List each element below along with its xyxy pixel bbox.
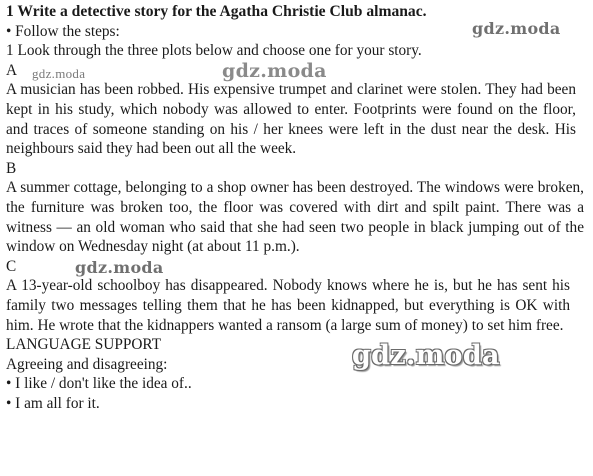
steps-intro: • Follow the steps: <box>6 22 120 40</box>
language-support-heading: LANGUAGE SUPPORT <box>6 336 162 354</box>
step-1: 1 Look through the three plots below and choose one for your story. <box>6 42 422 60</box>
plot-c-text: A 13-year-old schoolboy has disappeared. Nobody knows where he is, but he has sent his family two messages telling them that he has been kidnapped, but everything is OK with him. He wrote that the kidnappers wanted a ransom (a large sum of money) to set him free. <box>6 277 570 334</box>
bullet-item: • I like / don't like the idea of.. <box>6 375 192 393</box>
watermark: gdz.moda <box>352 340 500 371</box>
plot-a-text: A musician has been robbed. His expensive trumpet and clarinet were stolen. They had been kept in his study, which nobody was allowed to enter. Footprints were found on the floor, and traces of someone standing on his / her knees were left in the dust near the desk. His neighbours said they had been out all the week. <box>6 81 576 158</box>
watermark: gdz.moda <box>222 60 327 82</box>
watermark: gdz.moda <box>75 258 164 277</box>
agreeing-subheading: Agreeing and disagreeing: <box>6 355 168 373</box>
plot-b-text: A summer cottage, belonging to a shop owner has been destroyed. The windows were broken, the furniture was broken too, the floor was covered with dirt and spilt paint. There was a witness — an old woman who said that she had seen two people in black jumping out of the window on Wednesday night (at about 11 p.m.). <box>6 179 584 256</box>
watermark: gdz.moda <box>472 19 561 38</box>
plot-a-letter: A <box>6 61 18 79</box>
plot-c-letter: C <box>6 257 17 275</box>
bullet-item: • I am all for it. <box>6 394 100 412</box>
plot-b-letter: B <box>6 159 17 177</box>
exercise-title: 1 Write a detective story for the Agatha Christie Club almanac. <box>6 3 427 20</box>
watermark: gdz.moda <box>32 66 86 81</box>
